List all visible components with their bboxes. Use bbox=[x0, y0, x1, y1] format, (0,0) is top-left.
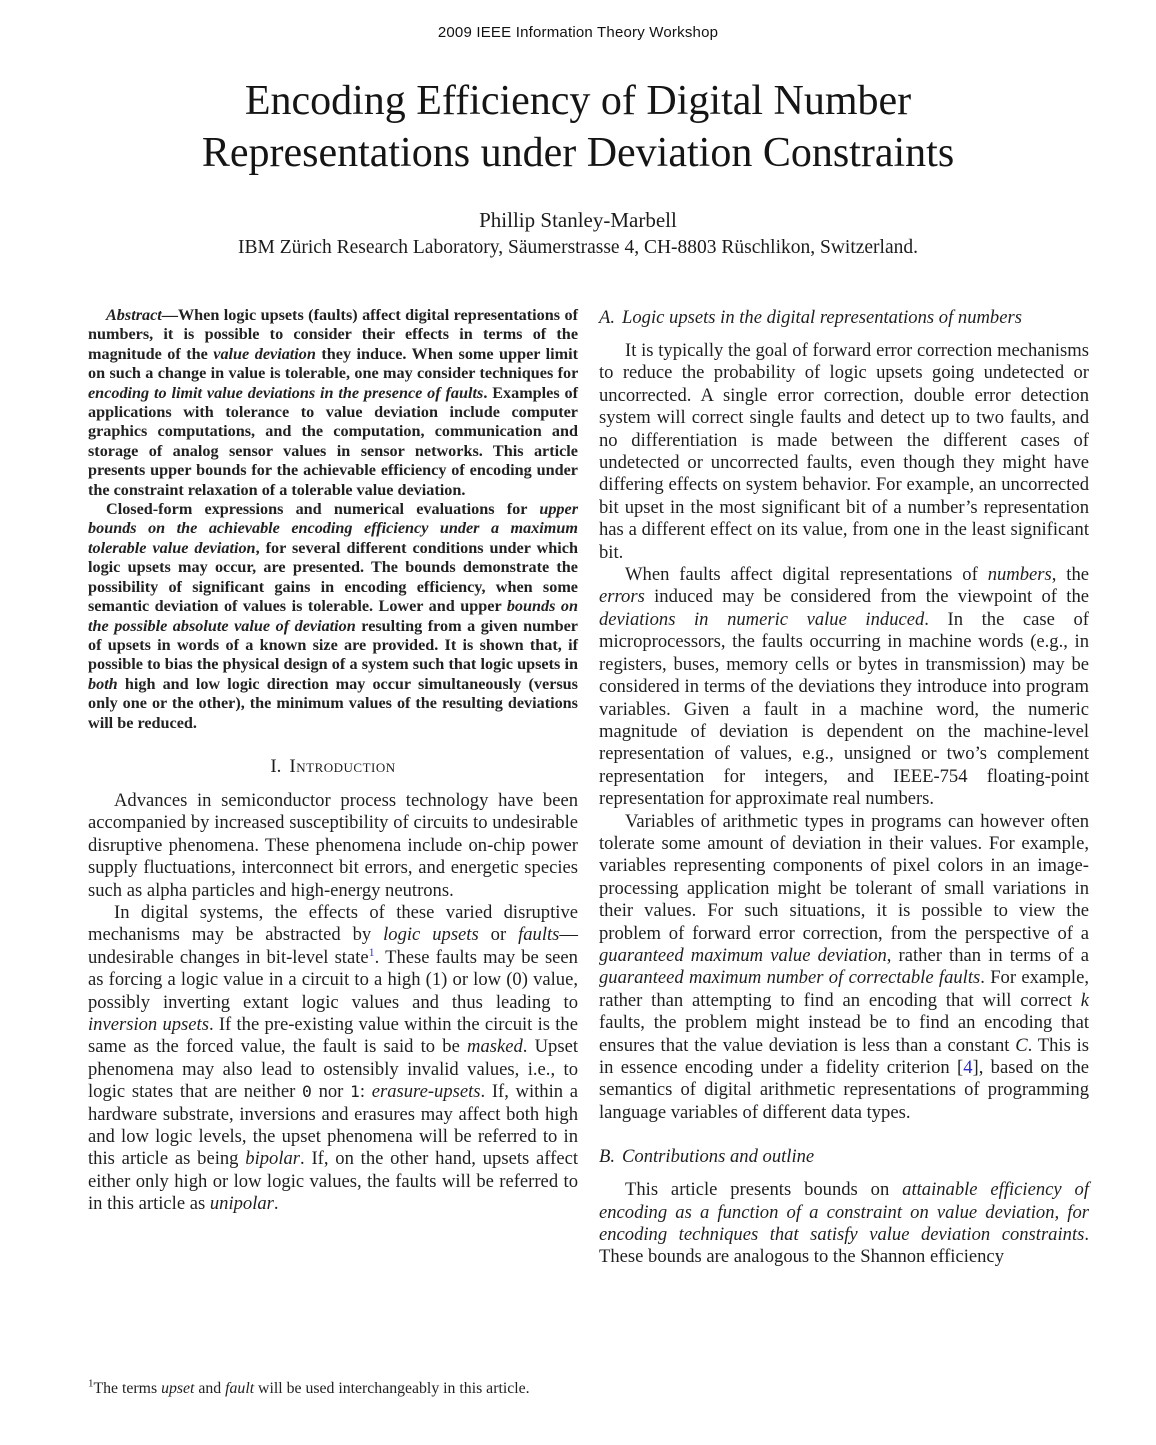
italic-text: bipolar bbox=[245, 1148, 301, 1170]
subsection-b-number: B. bbox=[599, 1146, 616, 1168]
body-text: . In the case of microprocessors, the faults occurring in machine words (e.g., in registers, buses, memory cells or bytes in transmission) may be considered in terms of the deviations they introduce into program variables. Given a fault in a machine word, the numeric magnitude of deviation is dependent on the machine-level representation of values, e.g., unsigned or two’s complement representation for integers, and IEEE-754 floating-point representation for approximate real numbers. bbox=[599, 608, 1089, 810]
body-text: . This is in essence encoding under a fidelity criterion [ bbox=[599, 1034, 1089, 1078]
body-text: . If the pre-existing value within the circuit is the same as the forced value, the fault is said to be bbox=[88, 1014, 578, 1058]
right-column bbox=[599, 306, 1089, 1434]
introduction-paragraph-1 bbox=[88, 790, 578, 902]
italic-text: erasure-upsets bbox=[371, 1081, 481, 1103]
italic-text: k bbox=[1080, 989, 1089, 1011]
author-name: Phillip Stanley-Marbell bbox=[479, 208, 677, 232]
body-text: : bbox=[359, 1081, 372, 1103]
italic-text: attainable efficiency of encoding as a function of a constraint on value deviation, for encoding techniques that satisfy value deviation constraints bbox=[599, 1179, 1089, 1246]
italic-text: value deviation bbox=[213, 344, 316, 363]
italic-text: encoding to limit value deviations in the presence of faults bbox=[88, 383, 484, 402]
subsection-b-title: Contributions and outline bbox=[622, 1146, 815, 1168]
body-text: . For example, rather than attempting to find an encoding that will correct bbox=[599, 967, 1089, 1011]
italic-text: C bbox=[1015, 1034, 1028, 1056]
body-text: . If, within a hardware substrate, inversions and erasures may affect both high and low logic levels, the upset phenomena will be referred to in this article as being bbox=[88, 1081, 578, 1170]
body-text: , for several different conditions under which logic upsets may occur, are presented. The bounds demonstrate the possibility of significant gains in encoding efficiency, when some semantic deviation of values is tolerable. Lower and upper bbox=[88, 538, 578, 616]
italic-text: errors bbox=[599, 586, 645, 608]
body-text: , rather than in terms of a bbox=[886, 944, 1090, 966]
body-text: . These bounds are analogous to the Shannon efficiency bbox=[599, 1224, 1089, 1268]
body-text: The terms bbox=[93, 1380, 162, 1397]
abstract-section bbox=[88, 306, 578, 733]
body-text: It is typically the goal of forward error correction mechanisms to reduce the probability of logic upsets going undetected or uncorrected. A single error correction, double error detection system will correct single faults and detect up to two faults, and no differentiation is made between the different cases of undetected or uncorrected faults, even though they might have differing effects on system behavior. For example, an uncorrected bit upset in the most significant bit of a number’s representation has a different effect on its value, from one in the least significant bit. bbox=[599, 340, 1089, 563]
body-text: resulting from a given number of upsets in words of a known size are provided. It is shown that, if possible to bias the physical design of a system such that logic upsets in bbox=[88, 616, 578, 674]
body-text: ], based on the semantics of digital arithmetic representations of programming language variables of different data types. bbox=[599, 1057, 1089, 1123]
body-text: . These faults may be seen as forcing a logic value in a circuit to a high (1) or low (0) value, possibly inverting extant logic values and thus leading to bbox=[88, 946, 578, 1013]
subsection-a-number: A. bbox=[599, 307, 616, 328]
body-text: high and low logic direction may occur simultaneously (versus only one or the other), the minimum values of the resulting deviations will be reduced. bbox=[88, 674, 578, 732]
body-text: Variables of arithmetic types in programs can however often tolerate some amount of deviation in their values. For example, variables representing components of pixel colors in an image-processing application might be tolerant of small variations in their values. For such situations, it is possible to view the problem of forward error correction, from the perspective of a bbox=[599, 810, 1089, 944]
author-affiliation: IBM Zürich Research Laboratory, Säumerstrasse 4, CH-8803 Rüschlikon, Switzerland. bbox=[238, 237, 918, 258]
italic-text: masked bbox=[467, 1036, 523, 1058]
section-a-paragraph-1 bbox=[599, 340, 1089, 564]
italic-text: faults bbox=[518, 924, 560, 946]
italic-text: both bbox=[88, 674, 118, 693]
body-text: or bbox=[478, 924, 519, 946]
body-text: . If, on the other hand, upsets affect either only high or low logic values, the faults will be referred to in this article as bbox=[88, 1148, 578, 1215]
section-heading-introduction bbox=[88, 756, 578, 778]
italic-text: guaranteed maximum number of correctable faults bbox=[599, 967, 981, 989]
section-number: I. bbox=[270, 755, 282, 777]
italic-text: upset bbox=[161, 1380, 195, 1397]
body-text: will be used interchangeably in this article. bbox=[254, 1380, 530, 1397]
subsection-a-title: Logic upsets in the digital representations of numbers bbox=[622, 307, 1022, 328]
footnote-ref-link[interactable]: 1 bbox=[368, 944, 375, 959]
body-text: Closed-form expressions and numerical evaluations for bbox=[106, 500, 540, 519]
body-text: —undesirable changes in bit-level state bbox=[88, 924, 578, 968]
typewriter-text: 1 bbox=[350, 1082, 360, 1102]
subsection-heading-a bbox=[599, 306, 1089, 329]
body-text: —When logic upsets (faults) affect digital representations of numbers, it is possible to consider their effects in terms of the magnitude of the bbox=[88, 306, 578, 363]
body-text: In digital systems, the effects of these varied disruptive mechanisms may be abstracted by bbox=[88, 901, 578, 946]
left-column bbox=[88, 306, 578, 1434]
section-a-paragraph-2 bbox=[599, 564, 1089, 810]
body-text: Advances in semiconductor process technology have been accompanied by increased susceptibility of circuits to undesirable disruptive phenomena. These phenomena include on-chip power supply fluctuations, interconnect bit errors, and energetic species such as alpha particles and high-energy neutrons. bbox=[88, 789, 578, 901]
two-column-body bbox=[0, 306, 1156, 1434]
italic-text: logic upsets bbox=[383, 924, 479, 946]
paper-title-line-2: Representations under Deviation Constraints bbox=[201, 130, 955, 176]
italic-text: bounds on the possible absolute value of deviation bbox=[88, 597, 578, 635]
italic-text: deviations in numeric value induced bbox=[599, 608, 925, 630]
italic-text: upper bounds on the achievable encoding efficiency under a maximum tolerable value deviation bbox=[88, 500, 578, 557]
paper-title bbox=[0, 75, 1156, 179]
subsection-heading-b bbox=[599, 1145, 1089, 1168]
abstract-paragraph-2 bbox=[88, 500, 578, 733]
footnote-marker: 1 bbox=[88, 1377, 94, 1390]
body-text: This article presents bounds on bbox=[625, 1179, 903, 1201]
typewriter-text: 0 bbox=[302, 1082, 312, 1102]
introduction-paragraph-2 bbox=[88, 902, 578, 1216]
italic-text: fault bbox=[225, 1380, 255, 1397]
body-text: , the bbox=[1051, 564, 1090, 586]
italic-text: unipolar bbox=[209, 1193, 274, 1215]
abstract-paragraph-1 bbox=[88, 306, 578, 500]
section-title: Introduction bbox=[289, 755, 396, 777]
italic-text: inversion upsets bbox=[88, 1014, 209, 1035]
paper-title-line-1: Encoding Efficiency of Digital Number bbox=[244, 78, 912, 124]
conference-header: 2009 IEEE Information Theory Workshop bbox=[437, 24, 719, 41]
section-b-paragraph-1 bbox=[599, 1179, 1089, 1269]
body-text: and bbox=[194, 1380, 226, 1397]
body-text: they induce. When some upper limit on such a change in value is tolerable, one may consider techniques for bbox=[88, 344, 578, 383]
footnote bbox=[88, 1379, 578, 1434]
italic-text: Abstract bbox=[106, 306, 162, 324]
body-text: . Examples of applications with tolerance to value deviation include computer graphics computations, and the computation, communication and storage of analog sensor values in sensor networks. This article presents upper bounds for the achievable efficiency of encoding under the constraint relaxation of a tolerable value deviation. bbox=[88, 383, 579, 499]
italic-text: numbers bbox=[987, 564, 1052, 586]
body-text: nor bbox=[311, 1081, 351, 1103]
author-block bbox=[0, 207, 1156, 260]
body-text: faults, the problem might instead be to find an encoding that ensures that the value deviation is less than a constant bbox=[599, 1012, 1089, 1056]
italic-text: guaranteed maximum value deviation bbox=[599, 944, 887, 966]
body-text: . Upset phenomena may also lead to ostensibly invalid values, i.e., to logic states that are neither bbox=[88, 1036, 578, 1103]
body-text: . bbox=[273, 1193, 279, 1215]
citation-ref-link[interactable]: 4 bbox=[963, 1057, 973, 1078]
body-text: induced may be considered from the viewpoint of the bbox=[644, 586, 1089, 608]
section-a-paragraph-3 bbox=[599, 811, 1089, 1125]
body-text: When faults affect digital representations of bbox=[625, 564, 988, 586]
